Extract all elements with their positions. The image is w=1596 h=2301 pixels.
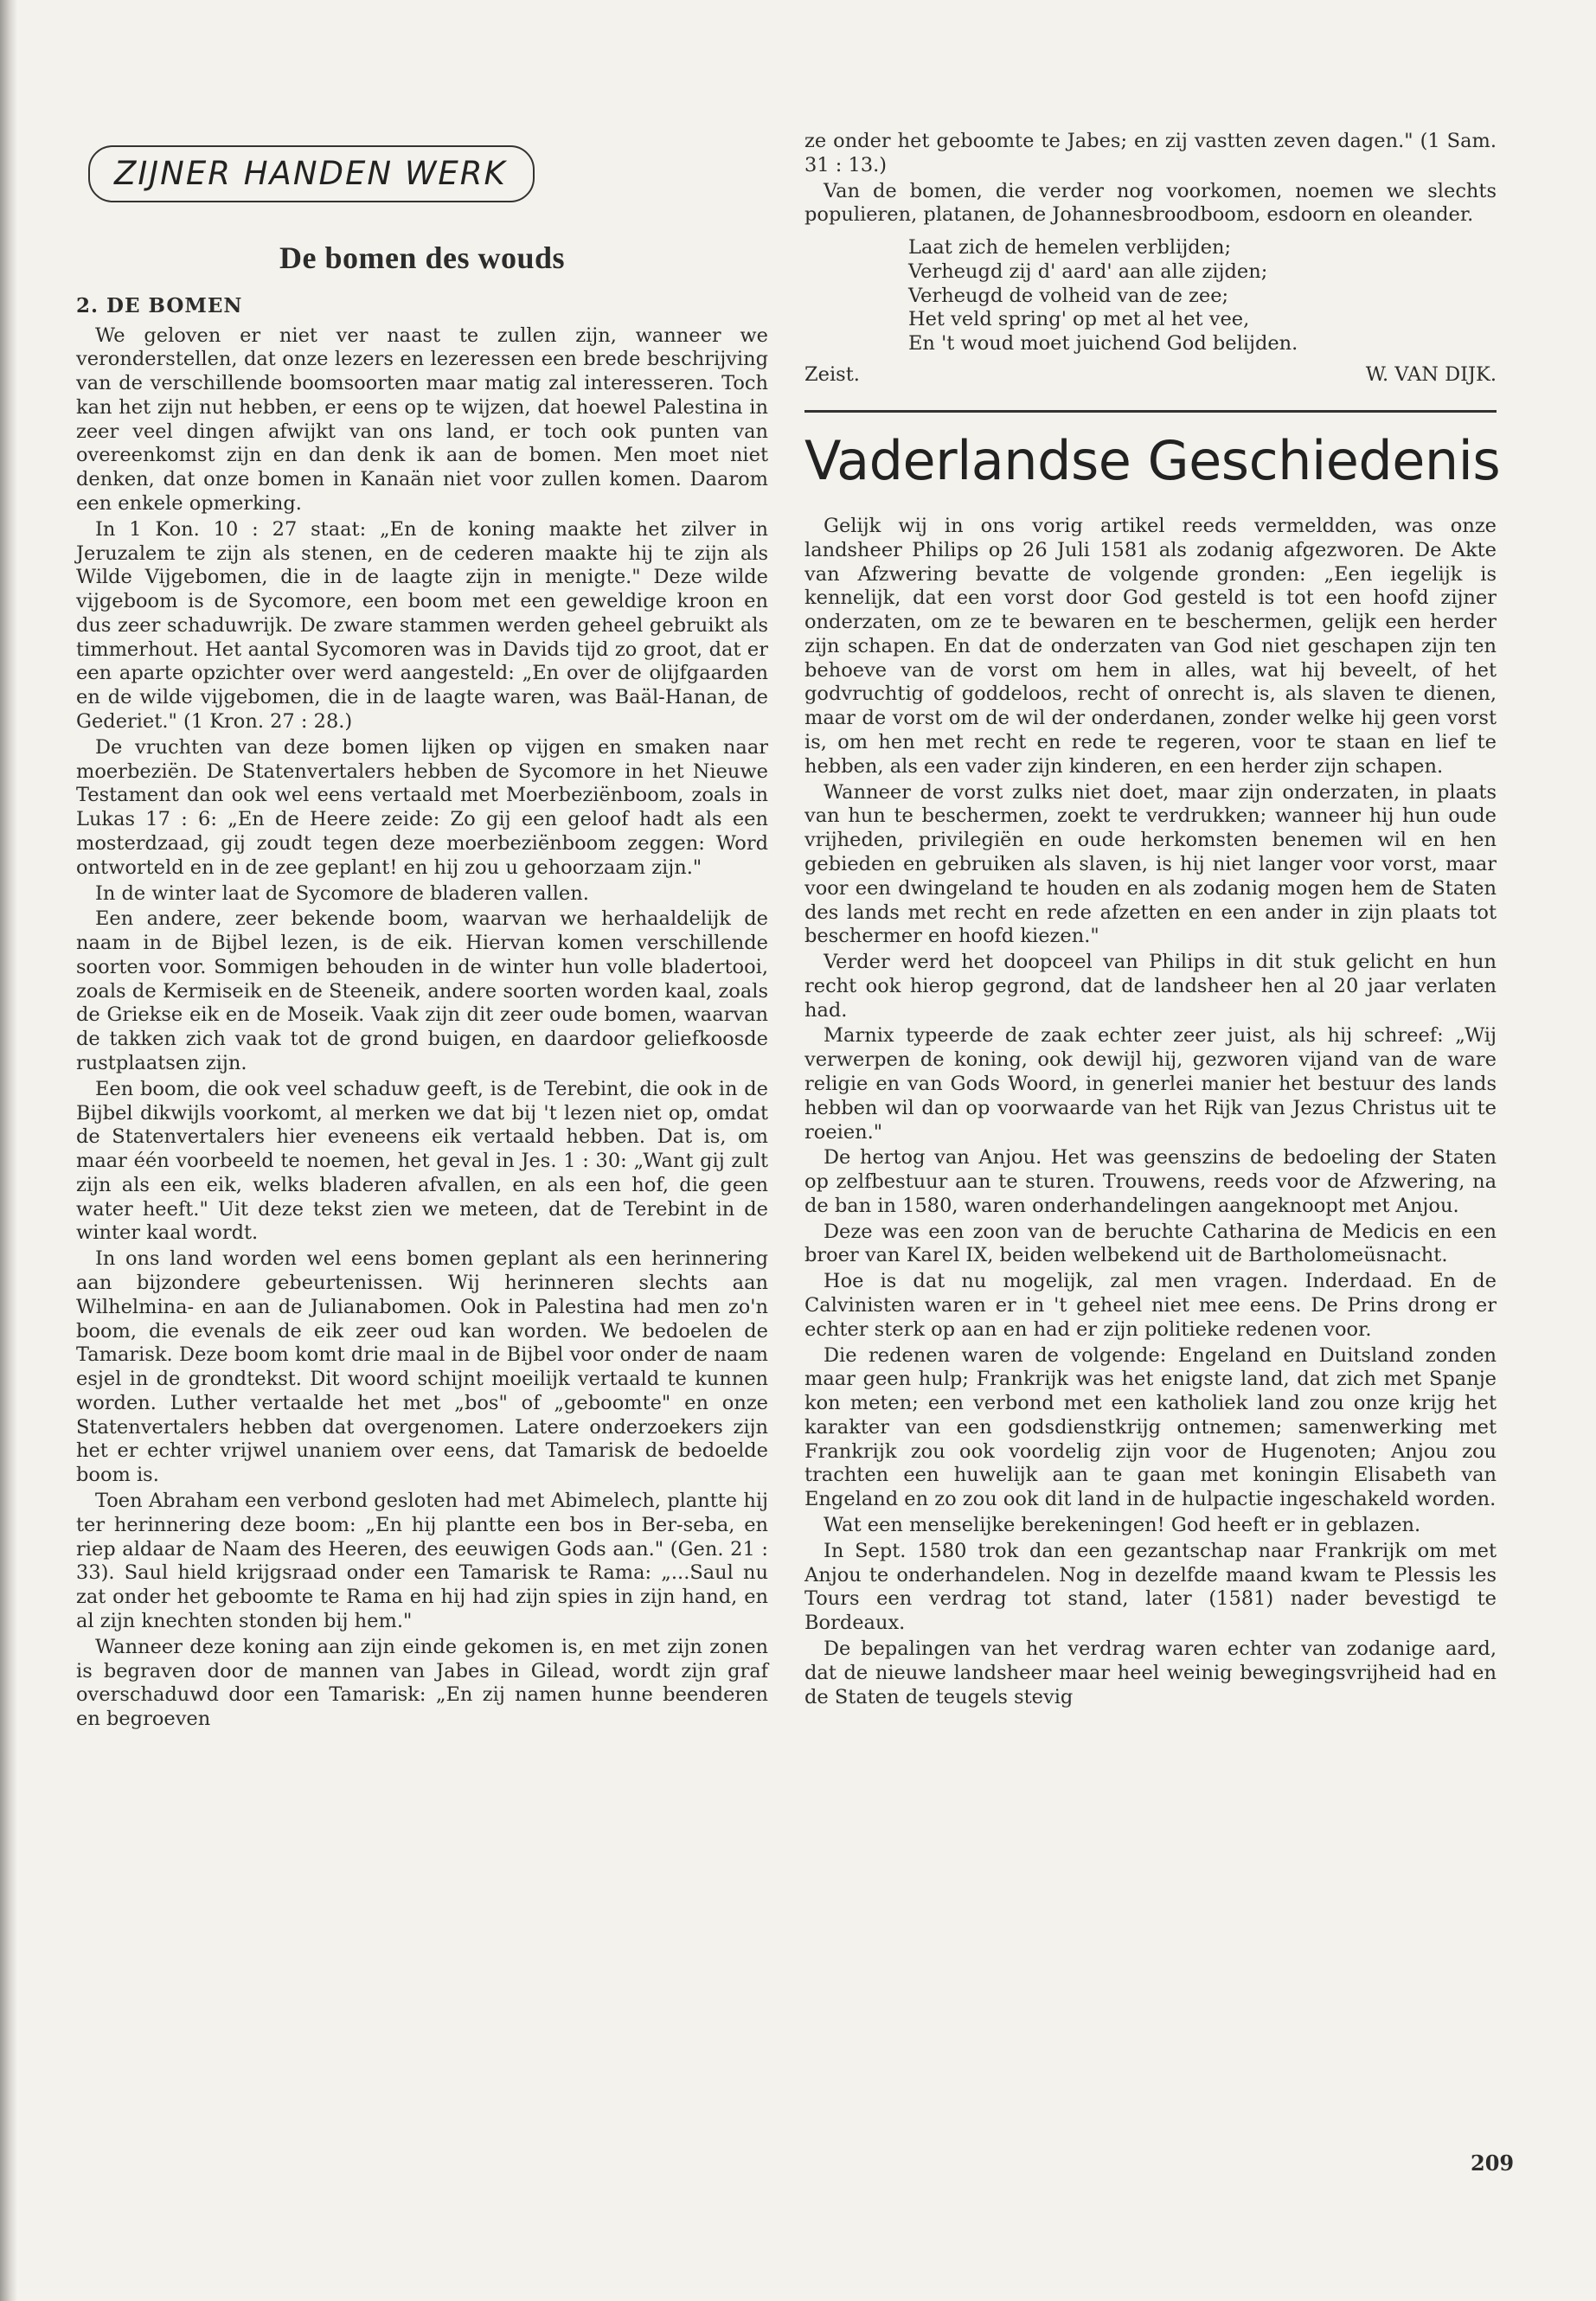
poem-line: En 't woud moet juichend God belijden. — [908, 332, 1298, 356]
page-number: 209 — [1471, 2150, 1515, 2176]
paragraph: We geloven er niet ver naast te zullen zijn, wanneer we veronderstellen, dat onze lezers en lezeressen een brede beschrijving van de verschillende boomsoorten maar matig zal interesseren. Toch kan het zijn nut hebben, er eens op te wijzen, dat hoewel Palestina in zeer veel dingen afwijkt van ons land, er toch ook punten van overeenkomst zijn en dan denk ik aan de bomen. Men moet niet denken, dat onze bomen in Kanaän niet voor zullen komen. Daarom een enkele opmerking. — [76, 324, 768, 515]
paragraph: Wanneer de vorst zulks niet doet, maar zijn onderzaten, in plaats van hun te beschermen, zoekt te verdrukken; wanneer hij hun oude vrijheden, privilegiën en oude herkomsten benemen wil en hen gebieden en gebruiken als slaven, is hij niet langer voor vorst, maar voor een dwingeland te houden en als zodanig mogen hem de Staten des lands met recht en rede afzetten en een ander in zijn plaats tot beschermer en hoofd kiezen." — [804, 780, 1497, 948]
paragraph: Deze was een zoon van de beruchte Catharina de Medicis en een broer van Karel IX, beiden welbekend uit de Bartholomeüsnacht. — [804, 1220, 1497, 1267]
article-title-geschiedenis: Vaderlandse Geschiedenis — [804, 428, 1501, 492]
paragraph: Een andere, zeer bekende boom, waarvan we herhaaldelijk de naam in de Bijbel lezen, is de eik. Hiervan komen verschillende soorten voor. Sommigen behouden in de winter hun volle bladertooi, zoals de Kermiseik en de Steeneik, andere soorten worden kaal, zoals de Griekse eik en de Moseik. Vaak zijn dit zeer oude bomen, waarvan de takken zich vaak tot de grond buigen, en daardoor geliefkoosde rustplaatsen zijn. — [76, 907, 768, 1074]
author: W. VAN DIJK. — [1365, 363, 1497, 387]
paragraph: In de winter laat de Sycomore de bladeren vallen. — [95, 881, 589, 905]
poem-line: Laat zich de hemelen verblijden; — [908, 236, 1232, 260]
poem-line: Verheugd zij d' aard' aan alle zijden; — [908, 260, 1268, 283]
page-binding-edge — [0, 0, 17, 2301]
paragraph: In ons land worden wel eens bomen geplant als een herinnering aan bijzondere gebeurtenissen. Wij herinneren slechts aan Wilhelmina- en aan de Julianabomen. Ook in Palestina had men zo'n boom, die evenals de eik zeer oud kan worden. We bedoelen de Tamarisk. Deze boom komt drie maal in de Bijbel voor onder de naam esjel in de grondtekst. Dit woord schijnt moeilijk vertaald te kunnen worden. Luther vertaalde het met „bos" of „geboomte" en onze Statenvertalers hebben dat overgenomen. Latere onderzoekers zijn het er echter vrijwel unaniem over eens, dat Tamarisk de bedoelde boom is. — [76, 1247, 768, 1487]
article-title-bomen: De bomen des wouds — [279, 240, 566, 275]
paragraph: Gelijk wij in ons vorig artikel reeds vermeldden, was onze landsheer Philips op 26 Juli 1581 als zodanig afgezworen. De Akte van Afzwering bevatte de volgende gronden: „Een iegelijk is kennelijk, dat een vorst door God gesteld is tot een hoofd zijner onderzaten, om ze te bewaren en te beschermen, gelijk een herder zijn schapen. En dat de onderzaten van God niet geschapen zijn ten behoeve van de vorst om hem in alles, wat hij beveelt, of het godvruchtig of goddeloos, recht of onrecht is, als slaven te dienen, maar de vorst om de wil der onderdanen, zonder welke hij geen vorst is, om hen met recht en rede te regeren, voor te staan en lief te hebben, als een vader zijn kinderen, en een herder zijn schapen. — [804, 515, 1497, 778]
paragraph: Wanneer deze koning aan zijn einde gekomen is, en met zijn zonen is begraven door de mannen van Jabes in Gilead, wordt zijn graf overschaduwd door een Tamarisk: „En zij namen hunne beenderen en begroeven — [76, 1635, 768, 1731]
poem-line: Verheugd de volheid van de zee; — [908, 284, 1229, 307]
paragraph: De vruchten van deze bomen lijken op vijgen en smaken naar moerbeziën. De Statenvertalers hebben de Sycomore in het Nieuwe Testament dan ook wel eens vertaald met Moerbeziënboom, zoals in Lukas 17 : 6: „En de Heere zeide: Zo gij een geloof hadt als een mosterdzaad, gij zoudt tegen deze moerbeziënboom zeggen: Word ontworteld en in de zee geplant! en hij zou u gehoorzaam zijn." — [76, 735, 768, 879]
paragraph: Toen Abraham een verbond gesloten had met Abimelech, plantte hij ter herinnering deze boom: „En hij plantte een bos in Ber-seba, en riep aldaar de Naam des Heeren, des eeuwigen Gods aan." (Gen. 21 : 33). Saul hield krijgsraad onder een Tamarisk te Rama: „...Saul nu zat onder het geboomte te Rama en hij had zijn spies in zijn hand, en al zijn knechten stonden bij hem." — [76, 1490, 768, 1632]
paragraph: Marnix typeerde de zaak echter zeer juist, als hij schreef: „Wij verwerpen de koning, ook dewijl hij, gezworen vijand van de ware religie en van Gods Woord, in generlei manier het bestuur des lands hebben wil dan op voorwaarde van het Rijk van Jezus Christus uit te roeien." — [804, 1024, 1497, 1144]
paragraph: Hoe is dat nu mogelijk, zal men vragen. Inderdaad. En de Calvinisten waren er in 't geheel niet mee eens. De Prins drong er echter sterk op aan en had er zijn politieke redenen voor. — [804, 1270, 1497, 1341]
paragraph: In Sept. 1580 trok dan een gezantschap naar Frankrijk om met Anjou te onderhandelen. Nog in dezelfde maand kwam te Plessis les Tours een verdrag tot stand, later (1581) nader bevestigd te Bordeaux. — [804, 1539, 1497, 1635]
paragraph: Die redenen waren de volgende: Engeland en Duitsland zonden maar geen hulp; Frankrijk was het enigste land, dat zich met Spanje kon meten; een verbond met een katholiek land zou onze krijg het karakter van een godsdienstkrijg ontnemen; samenwerking met Frankrijk zou ook voordelig zijn voor de Hugenoten; Anjou zou trachten een huwelijk aan te gaan met koningin Elisabeth van Engeland en zo zou ook dit land in de hulpactie ingeschakeld worden. — [804, 1343, 1497, 1511]
signoff — [804, 363, 1497, 388]
right-column — [804, 130, 1501, 1711]
paragraph: In 1 Kon. 10 : 27 staat: „En de koning maakte het zilver in Jeruzalem te zijn als stenen, en de cederen maakte hij te zijn als Wilde Vijgebomen, die in de laagte zijn in menigte." Deze wilde vijgeboom is de Sycomore, een boom met een geweldige kroon en dus zeer schaduwrijk. De zware stammen werden geheel gebruikt als timmerhout. Het aantal Sycomoren was in Davids tijd zo groot, dat er een aparte opzichter over werd aangesteld: „En over de olijfgaarden en de wilde vijgebomen, die in de laagte waren, was Baäl-Hanan, de Gederiet." (1 Kron. 27 : 28.) — [76, 517, 768, 734]
paragraph: De hertog van Anjou. Het was geenszins de bedoeling der Staten op zelfbestuur aan te sturen. Trouwens, reeds voor de Afzwering, na de ban in 1580, waren onderhandelingen aangeknoopt met Anjou. — [804, 1146, 1497, 1217]
subheading: 2. DE BOMEN — [76, 294, 243, 318]
poem-line: Het veld spring' op met al het vee, — [908, 308, 1250, 331]
place: Zeist. — [804, 363, 860, 387]
section-header: ZIJNER HANDEN WERK — [88, 145, 535, 202]
paragraph: De bepalingen van het verdrag waren echter van zodanige aard, dat de nieuwe landsheer maar heel weinig bewegingsvrijheid had en de Staten de teugels stevig — [804, 1637, 1497, 1708]
divider — [804, 410, 1497, 413]
paragraph: Verder werd het doopceel van Philips in dit stuk gelicht en hun recht ook hierop gegrond, dat de landsheer hen al 20 jaar verlaten had. — [804, 951, 1497, 1022]
left-column — [76, 130, 768, 1734]
poem — [908, 236, 1497, 356]
continuation-paragraph: ze onder het geboomte te Jabes; en zij vastten zeven dagen." (1 Sam. 31 : 13.) — [804, 130, 1497, 176]
continuation-paragraph: Van de bomen, die verder nog voorkomen, noemen we slechts populieren, platanen, de Johannesbroodboom, esdoorn en oleander. — [804, 179, 1497, 227]
paragraph: Een boom, die ook veel schaduw geeft, is de Terebint, die ook in de Bijbel dikwijls voorkomt, al merken we dat bij 't lezen niet op, omdat de Statenvertalers hier eveneens eik vertaald hebben. Dat is, om maar één voorbeeld te noemen, het geval in Jes. 1 : 30: „Want gij zult zijn als een eik, welks bladeren afvallen, en als een hof, die geen water heeft." Uit deze tekst zien we meteen, dat de Terebint in de winter kaal wordt. — [76, 1077, 768, 1245]
paragraph: Wat een menselijke berekeningen! God heeft er in geblazen. — [824, 1514, 1421, 1537]
